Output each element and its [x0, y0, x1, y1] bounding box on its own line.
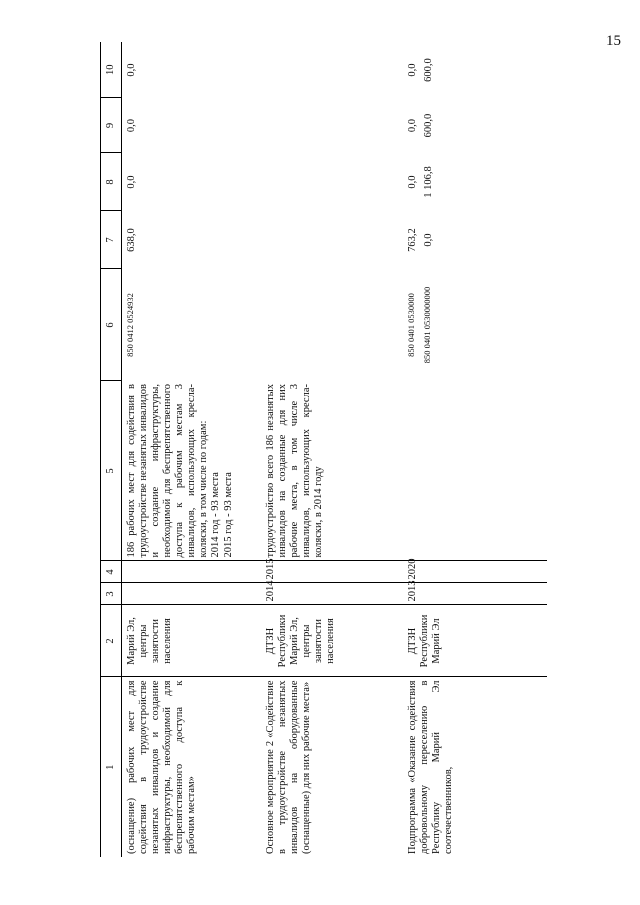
amount-value: 0,0 — [423, 233, 435, 247]
amount-value: 763,2 — [407, 228, 418, 252]
measure-description: Основное мероприятие 2 «Содействие в трудоустройстве незанятых инвалидов на оборудованные (оснащенные) для них рабочие места» — [265, 680, 313, 854]
budget-code: 850 0401 0530000 — [406, 293, 416, 357]
header-row — [101, 42, 122, 857]
amount-cell — [122, 42, 262, 98]
budget-code: 850 0401 0530000000 — [421, 286, 432, 364]
executor-cell: ДТЗН Республики Марий Эл — [403, 605, 547, 677]
amount-value: 0,0 — [407, 63, 418, 77]
table-row — [261, 42, 403, 857]
amount-cell — [261, 211, 403, 269]
amount-cell — [403, 153, 547, 211]
executor-cell: Марий Эл, центры занятости населения — [122, 605, 262, 677]
header-cell: 4 — [101, 561, 122, 583]
start-year-cell: 2014 — [261, 583, 403, 605]
amount-value: 638,0 — [126, 228, 137, 252]
header-cell: 8 — [101, 153, 122, 211]
amount-value: 600,0 — [423, 113, 435, 138]
measure-description: Подпрограмма «Оказание содействия добровольному переселению в Республику Марий Эл соотечественников, — [407, 680, 455, 854]
amount-cell — [122, 98, 262, 153]
header-cell: 7 — [101, 211, 122, 269]
amount-value: 0,0 — [126, 118, 137, 133]
table-row — [403, 42, 547, 857]
amount-value: 0,0 — [126, 63, 137, 77]
amount-value: 0,0 — [407, 118, 418, 133]
amount-cell — [122, 153, 262, 211]
header-cell: 5 — [101, 381, 122, 561]
start-year-cell — [122, 583, 262, 605]
expected-result-text: 186 рабочих мест для содействия в трудоустройстве незанятых инвалидов и создание инфраструктуры, необходимой для беспрепятственного доступа к рабочим местам 3 инвалидов, использующих кресла-коляски, в том числе по годам: — [126, 384, 210, 558]
header-cell: 10 — [101, 42, 122, 98]
expected-result-line: 2014 год - 93 места — [210, 472, 222, 558]
expected-result-cell — [403, 381, 547, 561]
amount-value: 1 106,8 — [423, 166, 435, 198]
rotated-table-container — [100, 42, 620, 857]
header-cell: 6 — [101, 269, 122, 381]
budget-code-cell — [403, 269, 547, 381]
header-cell: 2 — [101, 605, 122, 677]
expected-result-line: 2015 год - 93 места — [222, 472, 234, 558]
amount-cell — [403, 98, 547, 153]
amount-cell — [261, 153, 403, 211]
expected-result-cell — [122, 381, 262, 561]
budget-code-cell — [122, 269, 262, 381]
expected-result-text: трудоустройство всего 186 незанятых инвалидов на созданные для них рабочие места, в том числе 3 инвалидов, использующих кресла-коляски, в 2014 году — [265, 384, 325, 558]
amount-cell — [403, 42, 547, 98]
end-year-cell — [122, 561, 262, 583]
budget-code: 850 0412 0524932 — [125, 293, 135, 357]
amount-cell — [261, 42, 403, 98]
amount-cell — [122, 211, 262, 269]
table-row — [122, 42, 262, 857]
header-cell: 9 — [101, 98, 122, 153]
amount-value: 600,0 — [423, 58, 435, 82]
measure-description: (оснащение) рабочих мест для содействия в трудоустройстве незанятых инвалидов и создание инфраструктуры, необходимой для беспрепятственного доступа к рабочим местам» — [126, 680, 198, 854]
amount-cell — [403, 211, 547, 269]
amount-cell — [261, 98, 403, 153]
header-cell: 1 — [101, 677, 122, 857]
amount-value: 0,0 — [407, 175, 418, 189]
end-year-cell: 2020 — [403, 561, 547, 583]
start-year-cell: 2013 — [403, 583, 547, 605]
expected-result-cell — [261, 381, 403, 561]
budget-code-cell — [261, 269, 403, 381]
program-table — [100, 42, 547, 857]
end-year-cell: 2015 — [261, 561, 403, 583]
amount-value: 0,0 — [126, 175, 137, 189]
page-number: 15 — [606, 33, 621, 49]
executor-cell: ДТЗН Республики Марий Эл, центры занятости населения — [261, 605, 403, 677]
header-cell: 3 — [101, 583, 122, 605]
